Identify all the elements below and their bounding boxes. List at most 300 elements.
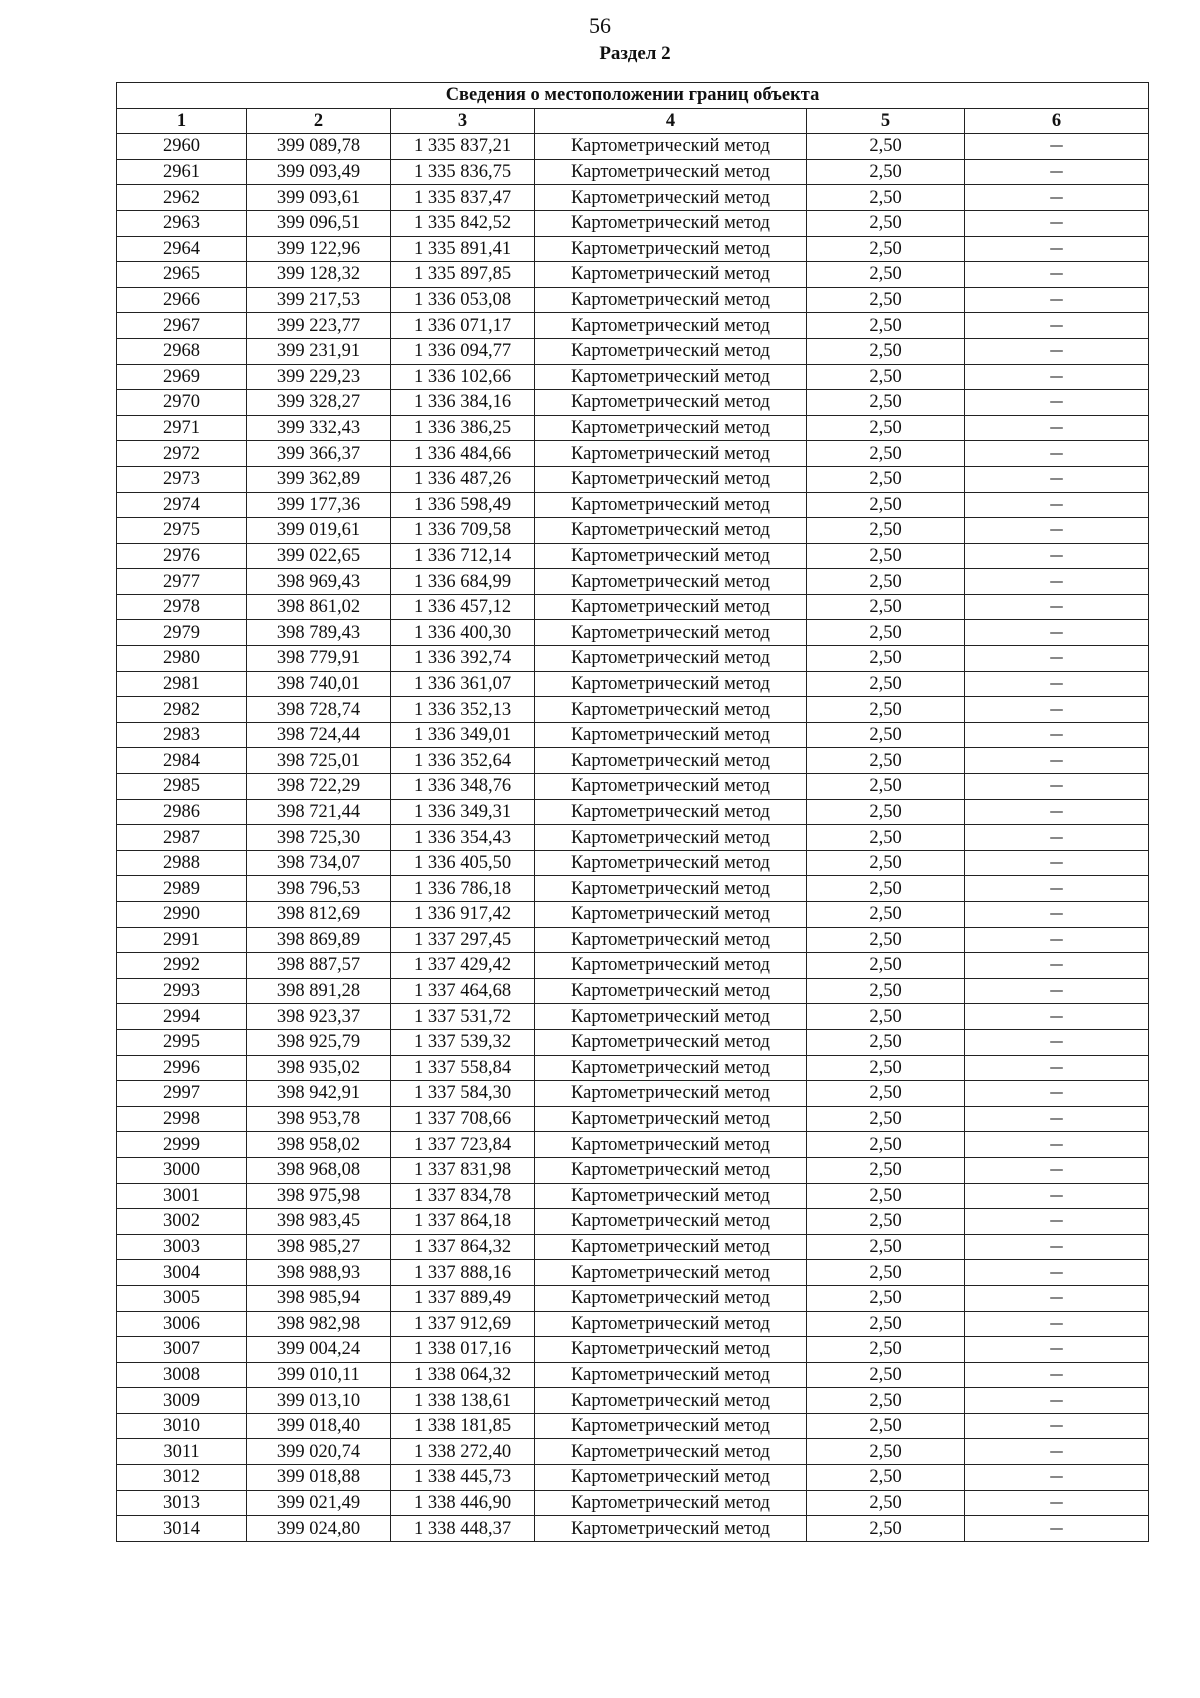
method-cell: Картометрический метод: [535, 1388, 807, 1414]
method-cell: Картометрический метод: [535, 1490, 807, 1516]
point-number-cell: 2969: [117, 364, 247, 390]
method-cell: Картометрический метод: [535, 134, 807, 160]
coordinate-y-cell: 1 338 181,85: [391, 1413, 535, 1439]
method-cell: Картометрический метод: [535, 1132, 807, 1158]
description-cell: —: [965, 953, 1149, 979]
coordinate-y-cell: 1 338 445,73: [391, 1465, 535, 1491]
table-row: [117, 338, 1149, 364]
point-number-cell: 3012: [117, 1465, 247, 1491]
coordinate-x-cell: 398 975,98: [247, 1183, 391, 1209]
accuracy-cell: 2,50: [807, 1106, 965, 1132]
accuracy-cell: 2,50: [807, 1055, 965, 1081]
point-number-cell: 2973: [117, 466, 247, 492]
table-row: [117, 1260, 1149, 1286]
method-cell: Картометрический метод: [535, 1183, 807, 1209]
section-title: Раздел 2: [599, 43, 671, 64]
accuracy-cell: 2,50: [807, 185, 965, 211]
coordinate-y-cell: 1 337 539,32: [391, 1029, 535, 1055]
coordinate-x-cell: 399 096,51: [247, 210, 391, 236]
description-cell: —: [965, 1388, 1149, 1414]
method-cell: Картометрический метод: [535, 825, 807, 851]
coordinate-y-cell: 1 336 094,77: [391, 338, 535, 364]
description-cell: —: [965, 1157, 1149, 1183]
coordinate-x-cell: 398 734,07: [247, 850, 391, 876]
point-number-cell: 2982: [117, 697, 247, 723]
table-row: [117, 1337, 1149, 1363]
table-row: [117, 850, 1149, 876]
point-number-cell: 2970: [117, 390, 247, 416]
coordinate-y-cell: 1 338 446,90: [391, 1490, 535, 1516]
description-cell: —: [965, 620, 1149, 646]
coordinate-x-cell: 398 942,91: [247, 1081, 391, 1107]
accuracy-cell: 2,50: [807, 543, 965, 569]
point-number-cell: 2999: [117, 1132, 247, 1158]
accuracy-cell: 2,50: [807, 594, 965, 620]
coordinate-y-cell: 1 338 064,32: [391, 1362, 535, 1388]
description-cell: —: [965, 543, 1149, 569]
accuracy-cell: 2,50: [807, 1183, 965, 1209]
accuracy-cell: 2,50: [807, 748, 965, 774]
coordinate-x-cell: 398 958,02: [247, 1132, 391, 1158]
description-cell: —: [965, 185, 1149, 211]
point-number-cell: 2971: [117, 415, 247, 441]
table-row: [117, 1157, 1149, 1183]
description-cell: —: [965, 1106, 1149, 1132]
accuracy-cell: 2,50: [807, 313, 965, 339]
accuracy-cell: 2,50: [807, 262, 965, 288]
description-cell: —: [965, 978, 1149, 1004]
coordinate-y-cell: 1 335 842,52: [391, 210, 535, 236]
accuracy-cell: 2,50: [807, 927, 965, 953]
accuracy-cell: 2,50: [807, 1234, 965, 1260]
accuracy-cell: 2,50: [807, 1516, 965, 1542]
method-cell: Картометрический метод: [535, 978, 807, 1004]
coordinate-y-cell: 1 336 349,01: [391, 722, 535, 748]
description-cell: —: [965, 876, 1149, 902]
accuracy-cell: 2,50: [807, 1285, 965, 1311]
table-row: [117, 978, 1149, 1004]
coordinate-x-cell: 399 004,24: [247, 1337, 391, 1363]
coordinate-y-cell: 1 337 831,98: [391, 1157, 535, 1183]
point-number-cell: 2988: [117, 850, 247, 876]
description-cell: —: [965, 927, 1149, 953]
coordinate-x-cell: 398 721,44: [247, 799, 391, 825]
coordinate-y-cell: 1 336 598,49: [391, 492, 535, 518]
description-cell: —: [965, 825, 1149, 851]
method-cell: Картометрический метод: [535, 518, 807, 544]
method-cell: Картометрический метод: [535, 850, 807, 876]
point-number-cell: 2991: [117, 927, 247, 953]
method-cell: Картометрический метод: [535, 466, 807, 492]
table-row: [117, 1183, 1149, 1209]
method-cell: Картометрический метод: [535, 594, 807, 620]
point-number-cell: 3013: [117, 1490, 247, 1516]
accuracy-cell: 2,50: [807, 1388, 965, 1414]
point-number-cell: 2986: [117, 799, 247, 825]
accuracy-cell: 2,50: [807, 1029, 965, 1055]
description-cell: —: [965, 1465, 1149, 1491]
point-number-cell: 2972: [117, 441, 247, 467]
coordinate-x-cell: 398 796,53: [247, 876, 391, 902]
coordinate-x-cell: 398 725,01: [247, 748, 391, 774]
table-row: [117, 313, 1149, 339]
point-number-cell: 3010: [117, 1413, 247, 1439]
description-cell: —: [965, 1311, 1149, 1337]
point-number-cell: 2994: [117, 1004, 247, 1030]
description-cell: —: [965, 364, 1149, 390]
point-number-cell: 2989: [117, 876, 247, 902]
method-cell: Картометрический метод: [535, 236, 807, 262]
table-row: [117, 1106, 1149, 1132]
accuracy-cell: 2,50: [807, 134, 965, 160]
coordinate-y-cell: 1 337 834,78: [391, 1183, 535, 1209]
accuracy-cell: 2,50: [807, 1439, 965, 1465]
point-number-cell: 3009: [117, 1388, 247, 1414]
method-cell: Картометрический метод: [535, 364, 807, 390]
method-cell: Картометрический метод: [535, 697, 807, 723]
coordinate-x-cell: 398 985,94: [247, 1285, 391, 1311]
point-number-cell: 3003: [117, 1234, 247, 1260]
coordinate-x-cell: 398 812,69: [247, 902, 391, 928]
coordinate-x-cell: 398 923,37: [247, 1004, 391, 1030]
method-cell: Картометрический метод: [535, 927, 807, 953]
coordinate-y-cell: 1 335 897,85: [391, 262, 535, 288]
table-row: [117, 236, 1149, 262]
table-row: [117, 1055, 1149, 1081]
table-row: [117, 1439, 1149, 1465]
point-number-cell: 2983: [117, 722, 247, 748]
table-row: [117, 1081, 1149, 1107]
point-number-cell: 2976: [117, 543, 247, 569]
method-cell: Картометрический метод: [535, 1311, 807, 1337]
table-body: [117, 134, 1149, 1542]
accuracy-cell: 2,50: [807, 902, 965, 928]
method-cell: Картометрический метод: [535, 671, 807, 697]
coordinate-x-cell: 399 022,65: [247, 543, 391, 569]
coordinate-x-cell: 398 722,29: [247, 774, 391, 800]
method-cell: Картометрический метод: [535, 569, 807, 595]
accuracy-cell: 2,50: [807, 1413, 965, 1439]
coordinate-y-cell: 1 337 429,42: [391, 953, 535, 979]
point-number-cell: 2961: [117, 159, 247, 185]
method-cell: Картометрический метод: [535, 338, 807, 364]
point-number-cell: 2984: [117, 748, 247, 774]
method-cell: Картометрический метод: [535, 748, 807, 774]
method-cell: Картометрический метод: [535, 1362, 807, 1388]
table-row: [117, 441, 1149, 467]
point-number-cell: 2993: [117, 978, 247, 1004]
table-row: [117, 1311, 1149, 1337]
point-number-cell: 3002: [117, 1209, 247, 1235]
point-number-cell: 2977: [117, 569, 247, 595]
boundary-coordinates-table: [116, 82, 1149, 1542]
coordinate-x-cell: 399 013,10: [247, 1388, 391, 1414]
coordinate-x-cell: 399 093,49: [247, 159, 391, 185]
description-cell: —: [965, 774, 1149, 800]
coordinate-x-cell: 398 869,89: [247, 927, 391, 953]
point-number-cell: 2997: [117, 1081, 247, 1107]
table-row: [117, 492, 1149, 518]
description-cell: —: [965, 697, 1149, 723]
coordinate-x-cell: 399 177,36: [247, 492, 391, 518]
point-number-cell: 3014: [117, 1516, 247, 1542]
accuracy-cell: 2,50: [807, 415, 965, 441]
point-number-cell: 3004: [117, 1260, 247, 1286]
table-row: [117, 620, 1149, 646]
table-row: [117, 671, 1149, 697]
coordinate-y-cell: 1 337 708,66: [391, 1106, 535, 1132]
description-cell: —: [965, 646, 1149, 672]
description-cell: —: [965, 1183, 1149, 1209]
coordinate-y-cell: 1 336 392,74: [391, 646, 535, 672]
description-cell: —: [965, 1337, 1149, 1363]
description-cell: —: [965, 1439, 1149, 1465]
coordinate-x-cell: 399 229,23: [247, 364, 391, 390]
coordinate-x-cell: 399 328,27: [247, 390, 391, 416]
method-cell: Картометрический метод: [535, 159, 807, 185]
coordinate-y-cell: 1 338 017,16: [391, 1337, 535, 1363]
method-cell: Картометрический метод: [535, 441, 807, 467]
description-cell: —: [965, 1234, 1149, 1260]
accuracy-cell: 2,50: [807, 1157, 965, 1183]
table-row: [117, 1285, 1149, 1311]
point-number-cell: 3005: [117, 1285, 247, 1311]
method-cell: Картометрический метод: [535, 1337, 807, 1363]
table-row: [117, 390, 1149, 416]
coordinate-x-cell: 398 891,28: [247, 978, 391, 1004]
coordinate-x-cell: 398 887,57: [247, 953, 391, 979]
method-cell: Картометрический метод: [535, 1439, 807, 1465]
method-cell: Картометрический метод: [535, 620, 807, 646]
column-header-6: 6: [965, 108, 1149, 134]
table-row: [117, 159, 1149, 185]
table-row: [117, 953, 1149, 979]
table-row: [117, 1029, 1149, 1055]
column-header-3: 3: [391, 108, 535, 134]
accuracy-cell: 2,50: [807, 1337, 965, 1363]
description-cell: —: [965, 722, 1149, 748]
coordinate-y-cell: 1 336 405,50: [391, 850, 535, 876]
table-row: [117, 518, 1149, 544]
method-cell: Картометрический метод: [535, 1106, 807, 1132]
coordinate-y-cell: 1 336 352,64: [391, 748, 535, 774]
point-number-cell: 2968: [117, 338, 247, 364]
coordinate-x-cell: 398 982,98: [247, 1311, 391, 1337]
accuracy-cell: 2,50: [807, 1465, 965, 1491]
accuracy-cell: 2,50: [807, 1132, 965, 1158]
coordinate-x-cell: 398 925,79: [247, 1029, 391, 1055]
coordinate-x-cell: 399 332,43: [247, 415, 391, 441]
coordinate-y-cell: 1 338 272,40: [391, 1439, 535, 1465]
coordinate-x-cell: 398 968,08: [247, 1157, 391, 1183]
method-cell: Картометрический метод: [535, 953, 807, 979]
coordinate-x-cell: 398 779,91: [247, 646, 391, 672]
table-row: [117, 364, 1149, 390]
accuracy-cell: 2,50: [807, 159, 965, 185]
coordinate-y-cell: 1 336 071,17: [391, 313, 535, 339]
table-row: [117, 262, 1149, 288]
coordinate-x-cell: 399 366,37: [247, 441, 391, 467]
table-row: [117, 876, 1149, 902]
table-row: [117, 902, 1149, 928]
method-cell: Картометрический метод: [535, 1209, 807, 1235]
coordinate-x-cell: 399 122,96: [247, 236, 391, 262]
point-number-cell: 2965: [117, 262, 247, 288]
coordinate-y-cell: 1 336 354,43: [391, 825, 535, 851]
method-cell: Картометрический метод: [535, 876, 807, 902]
coordinate-x-cell: 398 985,27: [247, 1234, 391, 1260]
point-number-cell: 3000: [117, 1157, 247, 1183]
accuracy-cell: 2,50: [807, 1490, 965, 1516]
coordinate-x-cell: 399 231,91: [247, 338, 391, 364]
coordinate-y-cell: 1 337 888,16: [391, 1260, 535, 1286]
coordinate-y-cell: 1 337 464,68: [391, 978, 535, 1004]
coordinate-x-cell: 399 021,49: [247, 1490, 391, 1516]
coordinate-y-cell: 1 336 384,16: [391, 390, 535, 416]
description-cell: —: [965, 518, 1149, 544]
coordinate-y-cell: 1 337 558,84: [391, 1055, 535, 1081]
point-number-cell: 2962: [117, 185, 247, 211]
point-number-cell: 2981: [117, 671, 247, 697]
accuracy-cell: 2,50: [807, 287, 965, 313]
description-cell: —: [965, 415, 1149, 441]
table-row: [117, 1465, 1149, 1491]
accuracy-cell: 2,50: [807, 236, 965, 262]
accuracy-cell: 2,50: [807, 953, 965, 979]
table-row: [117, 569, 1149, 595]
point-number-cell: 2995: [117, 1029, 247, 1055]
coordinate-y-cell: 1 336 386,25: [391, 415, 535, 441]
accuracy-cell: 2,50: [807, 492, 965, 518]
description-cell: —: [965, 236, 1149, 262]
coordinate-x-cell: 399 362,89: [247, 466, 391, 492]
coordinate-x-cell: 398 935,02: [247, 1055, 391, 1081]
point-number-cell: 3011: [117, 1439, 247, 1465]
point-number-cell: 2985: [117, 774, 247, 800]
table-row: [117, 1362, 1149, 1388]
coordinate-x-cell: 398 728,74: [247, 697, 391, 723]
method-cell: Картометрический метод: [535, 1260, 807, 1286]
description-cell: —: [965, 594, 1149, 620]
column-header-1: 1: [117, 108, 247, 134]
description-cell: —: [965, 799, 1149, 825]
method-cell: Картометрический метод: [535, 313, 807, 339]
description-cell: —: [965, 262, 1149, 288]
point-number-cell: 2967: [117, 313, 247, 339]
table-row: [117, 594, 1149, 620]
table-caption: Сведения о местоположении границ объекта: [117, 83, 1149, 109]
method-cell: Картометрический метод: [535, 390, 807, 416]
coordinate-y-cell: 1 337 864,18: [391, 1209, 535, 1235]
method-cell: Картометрический метод: [535, 1413, 807, 1439]
point-number-cell: 2992: [117, 953, 247, 979]
coordinate-x-cell: 398 740,01: [247, 671, 391, 697]
description-cell: —: [965, 1285, 1149, 1311]
coordinate-x-cell: 398 789,43: [247, 620, 391, 646]
method-cell: Картометрический метод: [535, 210, 807, 236]
coordinate-y-cell: 1 337 297,45: [391, 927, 535, 953]
point-number-cell: 2964: [117, 236, 247, 262]
coordinate-x-cell: 399 223,77: [247, 313, 391, 339]
table-row: [117, 1516, 1149, 1542]
coordinate-x-cell: 399 089,78: [247, 134, 391, 160]
table-header-row: [117, 108, 1149, 134]
coordinate-y-cell: 1 335 837,47: [391, 185, 535, 211]
table-row: [117, 799, 1149, 825]
coordinate-y-cell: 1 335 837,21: [391, 134, 535, 160]
accuracy-cell: 2,50: [807, 1311, 965, 1337]
description-cell: —: [965, 1029, 1149, 1055]
accuracy-cell: 2,50: [807, 569, 965, 595]
accuracy-cell: 2,50: [807, 1004, 965, 1030]
coordinate-x-cell: 398 725,30: [247, 825, 391, 851]
accuracy-cell: 2,50: [807, 620, 965, 646]
method-cell: Картометрический метод: [535, 1004, 807, 1030]
coordinate-x-cell: 399 010,11: [247, 1362, 391, 1388]
table-caption-row: [117, 83, 1149, 109]
description-cell: —: [965, 1132, 1149, 1158]
accuracy-cell: 2,50: [807, 876, 965, 902]
column-header-5: 5: [807, 108, 965, 134]
coordinate-y-cell: 1 336 102,66: [391, 364, 535, 390]
column-header-2: 2: [247, 108, 391, 134]
description-cell: —: [965, 210, 1149, 236]
accuracy-cell: 2,50: [807, 364, 965, 390]
accuracy-cell: 2,50: [807, 850, 965, 876]
coordinate-y-cell: 1 337 889,49: [391, 1285, 535, 1311]
method-cell: Картометрический метод: [535, 1465, 807, 1491]
coordinate-y-cell: 1 336 400,30: [391, 620, 535, 646]
accuracy-cell: 2,50: [807, 825, 965, 851]
method-cell: Картометрический метод: [535, 799, 807, 825]
column-header-4: 4: [535, 108, 807, 134]
description-cell: —: [965, 902, 1149, 928]
table-row: [117, 1209, 1149, 1235]
coordinate-y-cell: 1 336 487,26: [391, 466, 535, 492]
accuracy-cell: 2,50: [807, 441, 965, 467]
method-cell: Картометрический метод: [535, 543, 807, 569]
coordinate-y-cell: 1 337 531,72: [391, 1004, 535, 1030]
point-number-cell: 3001: [117, 1183, 247, 1209]
table-row: [117, 543, 1149, 569]
table-row: [117, 748, 1149, 774]
table-row: [117, 1413, 1149, 1439]
coordinate-y-cell: 1 337 723,84: [391, 1132, 535, 1158]
table-row: [117, 1132, 1149, 1158]
coordinate-x-cell: 399 093,61: [247, 185, 391, 211]
point-number-cell: 2975: [117, 518, 247, 544]
coordinate-y-cell: 1 336 349,31: [391, 799, 535, 825]
description-cell: —: [965, 466, 1149, 492]
coordinate-y-cell: 1 336 053,08: [391, 287, 535, 313]
coordinate-y-cell: 1 336 917,42: [391, 902, 535, 928]
accuracy-cell: 2,50: [807, 1362, 965, 1388]
accuracy-cell: 2,50: [807, 1260, 965, 1286]
table-row: [117, 466, 1149, 492]
method-cell: Картометрический метод: [535, 722, 807, 748]
point-number-cell: 2979: [117, 620, 247, 646]
coordinate-y-cell: 1 336 457,12: [391, 594, 535, 620]
method-cell: Картометрический метод: [535, 1081, 807, 1107]
accuracy-cell: 2,50: [807, 697, 965, 723]
coordinate-y-cell: 1 336 786,18: [391, 876, 535, 902]
description-cell: —: [965, 748, 1149, 774]
coordinate-y-cell: 1 337 912,69: [391, 1311, 535, 1337]
method-cell: Картометрический метод: [535, 1234, 807, 1260]
page-number: 56: [589, 13, 611, 38]
coordinate-x-cell: 398 988,93: [247, 1260, 391, 1286]
description-cell: —: [965, 1260, 1149, 1286]
